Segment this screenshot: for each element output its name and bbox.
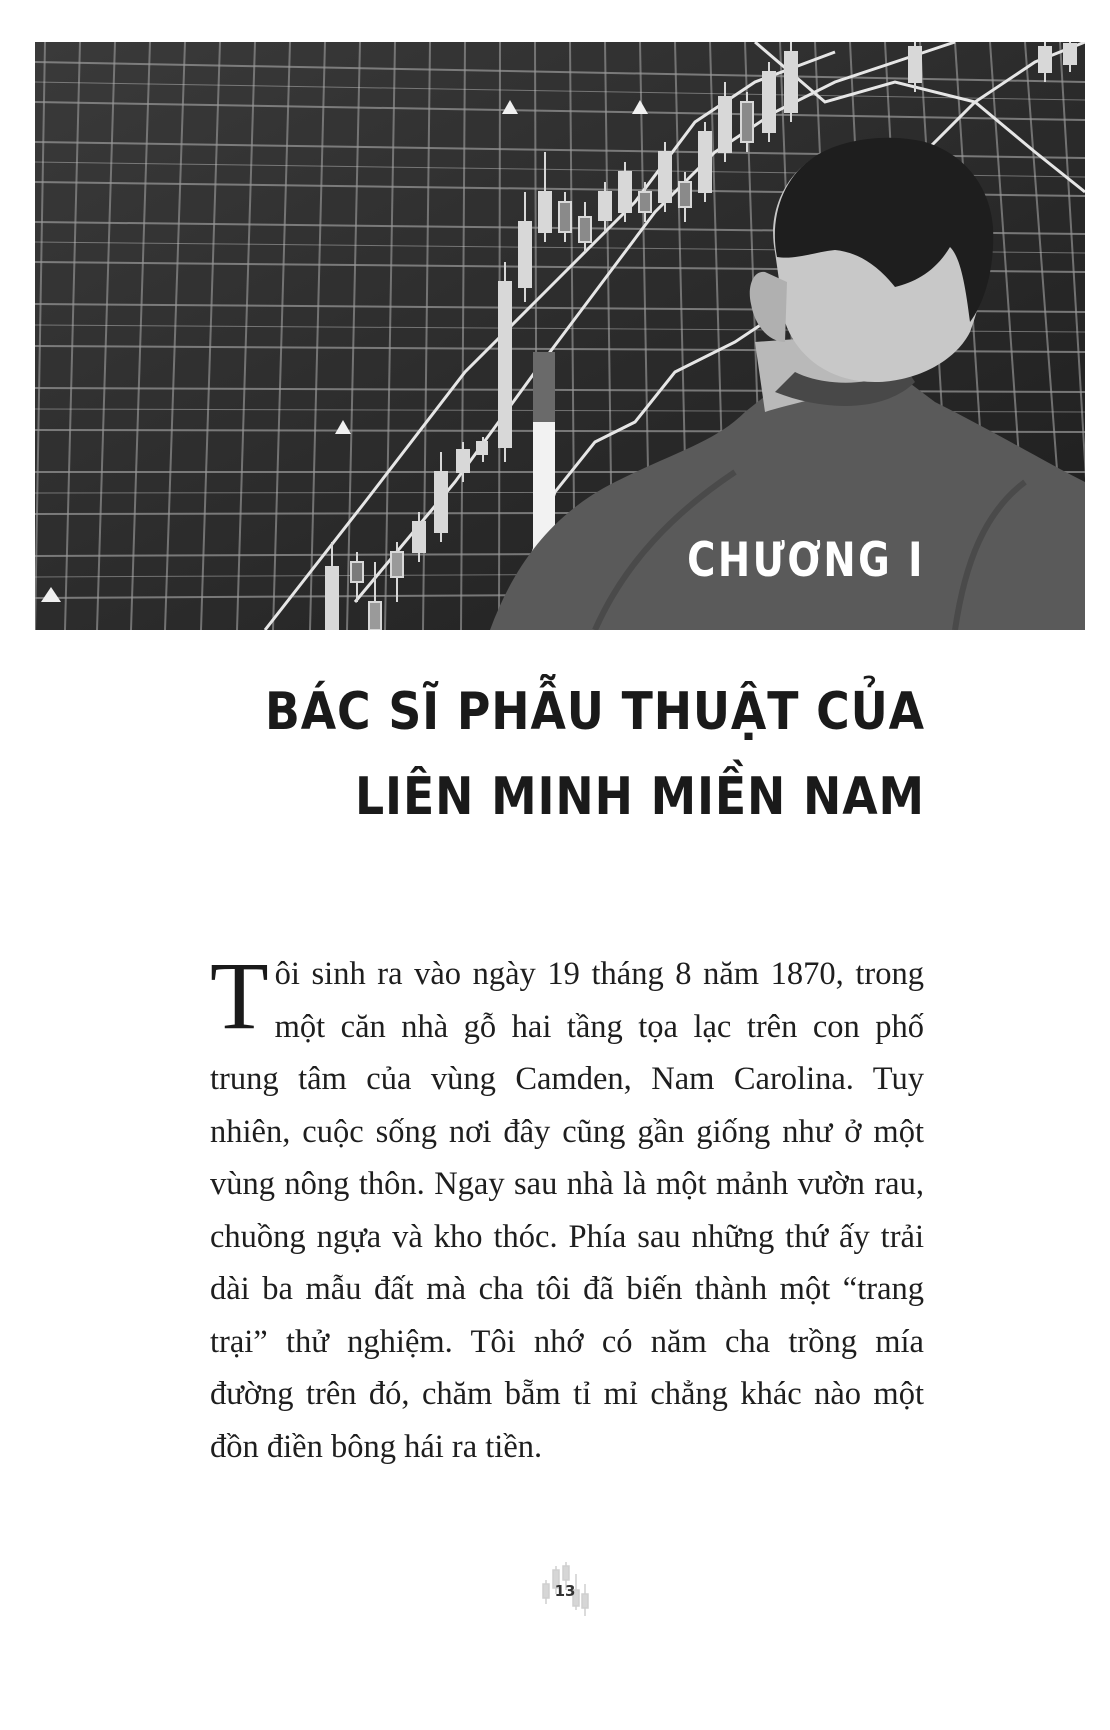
chapter-title-line-1: BÁC SĨ PHẪU THUẬT CỦA — [265, 682, 925, 742]
drop-cap: T — [210, 942, 269, 1049]
chapter-title — [265, 670, 925, 840]
stock-chart-illustration — [35, 42, 1085, 630]
page-number: 13 — [554, 1582, 576, 1600]
page-footer — [540, 1560, 590, 1620]
chapter-title-line-2: LIÊN MINH MIỀN NAM — [355, 767, 925, 827]
body-paragraph — [210, 942, 924, 1473]
body-text: ôi sinh ra vào ngày 19 tháng 8 năm 1870, trong một căn nhà gỗ hai tầng tọa lạc trên con phố trung tâm của vùng Camden, Nam Carolina. Tuy nhiên, cuộc sống nơi đây cũng gần giống như ở một vùng nông thôn. Ngay sau nhà là một mảnh vườn rau, chuồng ngựa và kho thóc. Phía sau những thứ ấy trải dài ba mẫu đất mà cha tôi đã biến thành một “trang trại” thử nghiệm. Tôi nhớ có năm cha trồng mía đường trên đó, chăm bẵm tỉ mỉ chẳng khác nào một đồn điền bông hái ra tiền. — [210, 956, 924, 1465]
chapter-label: CHƯƠNG I — [687, 533, 925, 588]
chapter-banner-illustration — [35, 42, 1085, 630]
